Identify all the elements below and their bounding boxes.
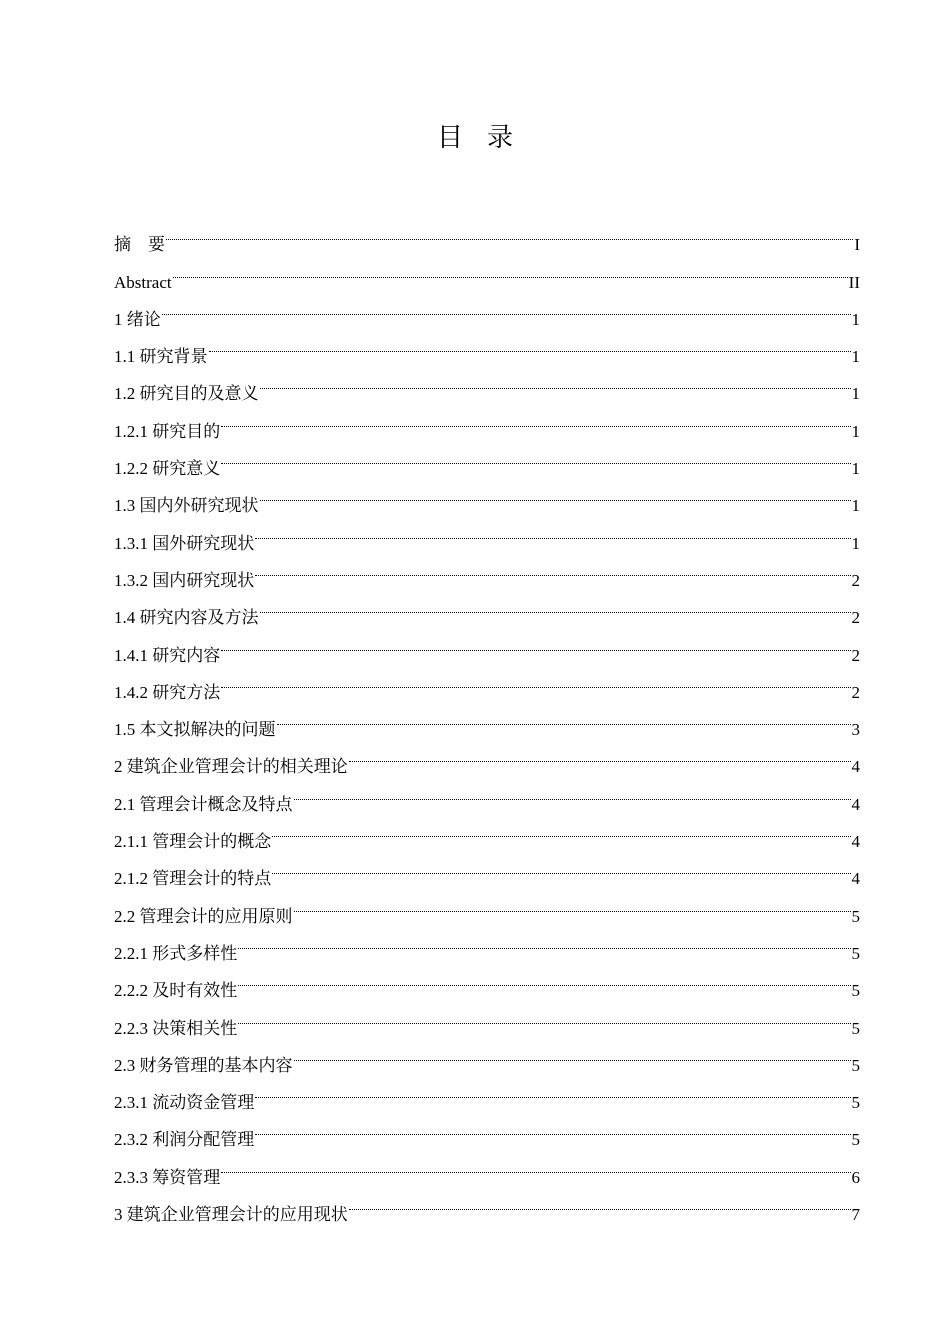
toc-dot-leader bbox=[173, 250, 848, 287]
toc-entry-page: 5 bbox=[851, 906, 860, 926]
toc-entry-label: 3 建筑企业管理会计的应用现状 bbox=[114, 1205, 348, 1225]
table-of-contents bbox=[114, 213, 860, 1225]
toc-entry-page: 1 bbox=[851, 459, 860, 479]
toc-entry[interactable] bbox=[114, 399, 860, 441]
toc-dot-leader bbox=[260, 474, 851, 511]
toc-entry-label: 1.2.1 研究目的 bbox=[114, 421, 221, 441]
toc-entry-label: 1 绪论 bbox=[114, 309, 161, 329]
toc-entry-page: 5 bbox=[851, 981, 860, 1001]
toc-entry-page: 4 bbox=[851, 757, 860, 777]
toc-entry-page: I bbox=[854, 235, 860, 255]
toc-entry-page: 7 bbox=[851, 1205, 860, 1225]
toc-dot-leader bbox=[162, 288, 851, 325]
toc-entry-page: 2 bbox=[851, 608, 860, 628]
toc-dot-leader bbox=[294, 772, 851, 809]
toc-entry-page: 2 bbox=[851, 570, 860, 590]
toc-dot-leader bbox=[255, 1071, 850, 1108]
toc-entry[interactable] bbox=[114, 213, 860, 255]
toc-entry-label: 2.1 管理会计概念及特点 bbox=[114, 794, 293, 814]
toc-entry-label: 1.4.1 研究内容 bbox=[114, 645, 221, 665]
toc-entry[interactable] bbox=[114, 623, 860, 665]
toc-dot-leader bbox=[166, 213, 853, 250]
toc-entry[interactable] bbox=[114, 437, 860, 479]
toc-entry-label: 2.3.2 利润分配管理 bbox=[114, 1130, 255, 1150]
toc-entry-page: 5 bbox=[851, 1130, 860, 1150]
toc-entry-page: 1 bbox=[851, 384, 860, 404]
toc-dot-leader bbox=[221, 1145, 850, 1182]
toc-entry-label: 1.4.2 研究方法 bbox=[114, 682, 221, 702]
toc-entry-page: 1 bbox=[851, 347, 860, 367]
toc-entry-page: 3 bbox=[851, 720, 860, 740]
toc-entry-page: 5 bbox=[851, 943, 860, 963]
toc-entry-label: 2.2 管理会计的应用原则 bbox=[114, 906, 293, 926]
toc-entry-page: 4 bbox=[851, 869, 860, 889]
toc-dot-leader bbox=[221, 661, 850, 698]
toc-dot-leader bbox=[209, 325, 851, 362]
toc-dot-leader bbox=[238, 959, 850, 996]
toc-entry-label: 2.2.3 决策相关性 bbox=[114, 1018, 238, 1038]
toc-entry-label: 2.3.1 流动资金管理 bbox=[114, 1093, 255, 1113]
toc-entry-label: 1.3.1 国外研究现状 bbox=[114, 533, 255, 553]
toc-entry[interactable] bbox=[114, 325, 860, 367]
toc-entry[interactable] bbox=[114, 661, 860, 702]
toc-dot-leader bbox=[277, 698, 851, 735]
toc-dot-leader bbox=[260, 362, 851, 399]
toc-dot-leader bbox=[238, 996, 850, 1033]
toc-dot-leader bbox=[255, 511, 850, 548]
toc-entry[interactable] bbox=[114, 362, 860, 404]
toc-dot-leader bbox=[221, 623, 850, 660]
toc-entry-page: II bbox=[848, 272, 860, 292]
toc-entry-label: 2.3 财务管理的基本内容 bbox=[114, 1055, 293, 1075]
toc-entry-page: 6 bbox=[851, 1167, 860, 1187]
toc-entry[interactable] bbox=[114, 1145, 860, 1187]
toc-entry-label: 1.2 研究目的及意义 bbox=[114, 384, 259, 404]
toc-entry-page: 1 bbox=[851, 496, 860, 516]
toc-entry[interactable] bbox=[114, 698, 860, 740]
toc-dot-leader bbox=[221, 437, 850, 474]
toc-dot-leader bbox=[255, 1108, 850, 1145]
toc-dot-leader bbox=[294, 884, 851, 921]
toc-entry-label: 摘 要 bbox=[114, 235, 165, 255]
toc-dot-leader bbox=[255, 549, 850, 586]
toc-entry-page: 5 bbox=[851, 1055, 860, 1075]
toc-entry-label: 1.5 本文拟解决的问题 bbox=[114, 720, 276, 740]
toc-dot-leader bbox=[294, 1034, 851, 1071]
toc-entry-label: 2.1.2 管理会计的特点 bbox=[114, 869, 272, 889]
toc-dot-leader bbox=[238, 922, 850, 959]
title-char: 录 bbox=[487, 123, 514, 152]
toc-dot-leader bbox=[349, 735, 851, 772]
toc-dot-leader bbox=[260, 586, 851, 623]
toc-entry-label: Abstract bbox=[114, 272, 172, 292]
toc-entry-label: 2.2.2 及时有效性 bbox=[114, 981, 238, 1001]
toc-entry-page: 2 bbox=[851, 645, 860, 665]
page-title bbox=[0, 118, 950, 158]
toc-entry[interactable] bbox=[114, 474, 860, 516]
toc-entry-page: 1 bbox=[851, 421, 860, 441]
toc-entry-label: 1.4 研究内容及方法 bbox=[114, 608, 259, 628]
toc-entry-page: 5 bbox=[851, 1093, 860, 1113]
toc-entry-label: 1.1 研究背景 bbox=[114, 347, 208, 367]
toc-entry-label: 2 建筑企业管理会计的相关理论 bbox=[114, 757, 348, 777]
toc-entry-page: 4 bbox=[851, 832, 860, 852]
toc-entry-label: 1.2.2 研究意义 bbox=[114, 459, 221, 479]
toc-dot-leader bbox=[272, 847, 850, 884]
toc-entry-page: 2 bbox=[851, 682, 860, 702]
toc-entry-page: 5 bbox=[851, 1018, 860, 1038]
toc-dot-leader bbox=[272, 810, 850, 847]
toc-entry[interactable] bbox=[114, 250, 860, 292]
title-char: 目 bbox=[436, 123, 463, 152]
toc-dot-leader bbox=[221, 399, 850, 436]
toc-entry-label: 2.1.1 管理会计的概念 bbox=[114, 832, 272, 852]
toc-dot-leader bbox=[349, 1183, 851, 1220]
toc-entry-label: 2.2.1 形式多样性 bbox=[114, 943, 238, 963]
toc-entry[interactable] bbox=[114, 288, 860, 329]
toc-entry-label: 2.3.3 筹资管理 bbox=[114, 1167, 221, 1187]
toc-entry-page: 4 bbox=[851, 794, 860, 814]
toc-entry-page: 1 bbox=[851, 309, 860, 329]
toc-entry-page: 1 bbox=[851, 533, 860, 553]
toc-entry[interactable] bbox=[114, 1183, 860, 1225]
toc-entry-label: 1.3.2 国内研究现状 bbox=[114, 570, 255, 590]
toc-entry-label: 1.3 国内外研究现状 bbox=[114, 496, 259, 516]
